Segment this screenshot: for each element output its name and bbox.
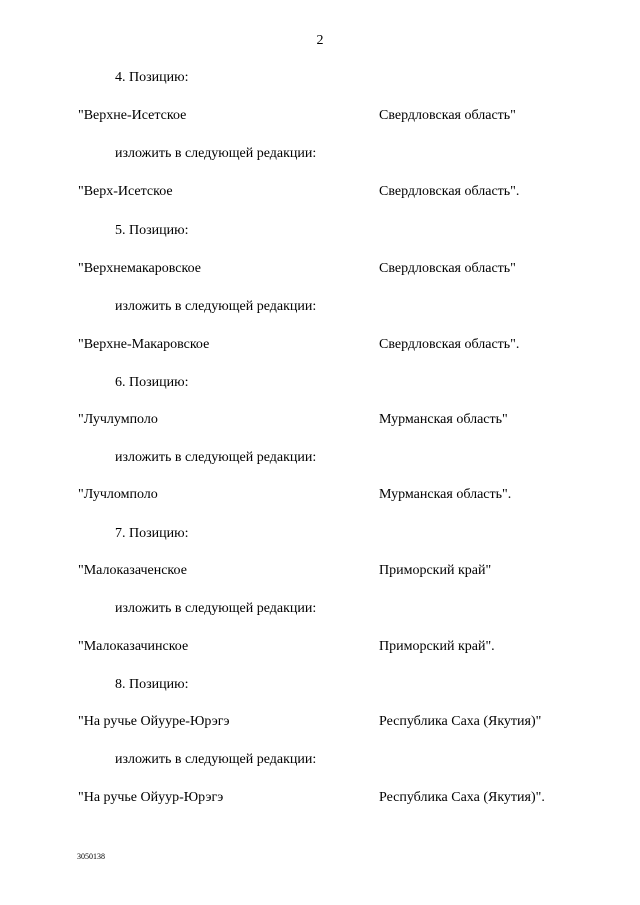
document-code: 3050138: [77, 852, 105, 861]
old-region-name: Приморский край": [379, 563, 492, 578]
entry-heading: 4. Позицию:: [115, 70, 189, 85]
edit-instruction: изложить в следующей редакции:: [115, 146, 317, 161]
new-place-name: "Верхне-Макаровское: [78, 337, 210, 352]
edit-instruction: изложить в следующей редакции:: [115, 752, 317, 767]
old-place-name: "Малоказаченское: [78, 563, 187, 578]
old-place-name: "Лучлумполо: [78, 412, 158, 427]
entry-heading: 8. Позицию:: [115, 677, 189, 692]
entry-heading: 5. Позицию:: [115, 223, 189, 238]
new-region-name: Свердловская область".: [379, 184, 520, 199]
new-region-name: Приморский край".: [379, 639, 495, 654]
edit-instruction: изложить в следующей редакции:: [115, 299, 317, 314]
old-place-name: "Верхне-Исетское: [78, 108, 187, 123]
edit-instruction: изложить в следующей редакции:: [115, 601, 317, 616]
page-number: 2: [316, 33, 324, 48]
entry-heading: 6. Позицию:: [115, 375, 189, 390]
new-region-name: Республика Саха (Якутия)".: [379, 790, 545, 805]
new-place-name: "Малоказачинское: [78, 639, 189, 654]
old-region-name: Свердловская область": [379, 261, 516, 276]
old-region-name: Республика Саха (Якутия)": [379, 714, 542, 729]
new-region-name: Свердловская область".: [379, 337, 520, 352]
new-place-name: "На ручье Ойуур-Юрэгэ: [78, 790, 224, 805]
old-place-name: "На ручье Ойууре-Юрэгэ: [78, 714, 230, 729]
new-place-name: "Верх-Исетское: [78, 184, 173, 199]
new-region-name: Мурманская область".: [379, 487, 512, 502]
entry-heading: 7. Позицию:: [115, 526, 189, 541]
old-place-name: "Верхнемакаровское: [78, 261, 201, 276]
old-region-name: Свердловская область": [379, 108, 516, 123]
new-place-name: "Лучломполо: [78, 487, 158, 502]
old-region-name: Мурманская область": [379, 412, 508, 427]
edit-instruction: изложить в следующей редакции:: [115, 450, 317, 465]
